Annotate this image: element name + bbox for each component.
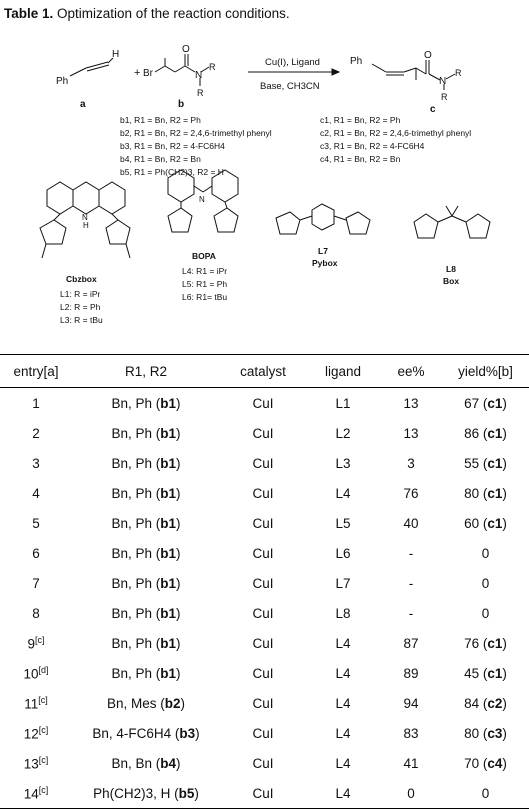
substituent-text: Bn, Ph	[111, 665, 152, 681]
yield-value: 86	[464, 425, 480, 441]
cell-entry	[0, 478, 72, 508]
product-code: c1	[487, 635, 503, 651]
amide-o: O	[182, 44, 190, 55]
table-bottom-rule	[0, 808, 529, 809]
entry-number: 5	[32, 515, 40, 531]
cell-ligand: L4	[335, 665, 351, 681]
yield-value: 67	[464, 395, 480, 411]
b-list-item: b4, R1 = Bn, R2 = Bn	[120, 154, 201, 164]
cell-ee: 3	[407, 455, 415, 471]
yield-value: 0	[481, 545, 490, 561]
product-code: c1	[487, 485, 503, 501]
cell-yield: 45 (c1)	[464, 665, 507, 681]
header-ee: ee%	[380, 356, 442, 388]
cell-entry	[0, 448, 72, 478]
table-caption	[4, 6, 290, 21]
cell-ligand: L5	[335, 515, 351, 531]
cell-entry	[0, 508, 72, 538]
table-row	[0, 478, 529, 508]
cbzbox-def: L1: R = iPr	[60, 289, 101, 299]
c-list-item: c3, R1 = Bn, R2 = 4-FC6H4	[320, 141, 425, 151]
cell-ligand: L4	[335, 755, 351, 771]
cbzbox-def: L3: R = tBu	[60, 315, 103, 325]
cell-ee: 41	[403, 755, 419, 771]
cell-ligand: L1	[335, 395, 351, 411]
table-row	[0, 448, 529, 478]
reaction-scheme	[0, 28, 529, 348]
cell-substituents: Bn, Ph (b1)	[111, 485, 181, 501]
cell-catalyst: CuI	[252, 515, 274, 531]
cell-substituents: Bn, Ph (b1)	[111, 545, 181, 561]
table-row	[0, 748, 529, 778]
conditions-bottom: Base, CH3CN	[260, 81, 320, 92]
cell-yield: 70 (c4)	[464, 755, 507, 771]
entry-number: 11	[24, 696, 39, 712]
yield-value: 55	[464, 455, 480, 471]
yield-value: 0	[481, 605, 490, 621]
cell-ee: -	[408, 545, 414, 561]
c-list	[320, 115, 471, 164]
table-row	[0, 538, 529, 568]
header-ligand: ligand	[306, 356, 380, 388]
cell-catalyst: CuI	[252, 485, 274, 501]
substrate-code: b1	[160, 425, 177, 441]
cell-entry	[0, 568, 72, 598]
substrate-code: b1	[160, 605, 177, 621]
cell-entry	[0, 778, 72, 808]
cell-yield	[442, 778, 529, 808]
substrate-code: b1	[160, 395, 177, 411]
substrate-code: b4	[160, 755, 177, 771]
substrate-code: b2	[164, 695, 181, 711]
cell-entry	[0, 688, 72, 718]
entry-footnote: [c]	[38, 694, 48, 705]
cell-catalyst: CuI	[252, 455, 274, 471]
cell-yield: 60 (c1)	[464, 515, 507, 531]
cell-entry	[0, 628, 72, 658]
cell-ligand: L4	[335, 635, 351, 651]
table-header-row	[0, 356, 529, 388]
product-code: c1	[487, 455, 503, 471]
substrate-code: b3	[179, 725, 196, 741]
entry-number: 14	[23, 786, 39, 802]
product-r1: R	[455, 68, 462, 78]
cell-yield	[442, 598, 529, 628]
product-ph: Ph	[350, 56, 363, 67]
cell-substituents: Ph(CH2)3, H (b5)	[93, 785, 199, 801]
table-row	[0, 598, 529, 628]
cell-yield	[442, 538, 529, 568]
yield-value: 0	[481, 575, 490, 591]
amide-n-r1: N	[195, 70, 203, 81]
cell-entry	[0, 748, 72, 778]
cell-entry	[0, 598, 72, 628]
c-list-item: c4, R1 = Bn, R2 = Bn	[320, 154, 401, 164]
cell-yield: 86 (c1)	[464, 425, 507, 441]
yield-value: 60	[464, 515, 480, 531]
cell-catalyst: CuI	[252, 785, 274, 801]
cell-substituents: Bn, Ph (b1)	[111, 425, 181, 441]
cell-entry	[0, 418, 72, 448]
product-code: c4	[487, 755, 503, 771]
reactant-a-label: a	[80, 99, 86, 110]
product-o: O	[424, 50, 432, 61]
table-top-rule	[0, 354, 529, 355]
entry-number: 2	[32, 425, 40, 441]
product-code: c1	[487, 425, 503, 441]
cell-catalyst: CuI	[252, 575, 274, 591]
reactant-b-br: Br	[143, 68, 153, 79]
product-c-label: c	[430, 104, 436, 115]
entry-footnote: [c]	[38, 724, 49, 735]
entry-number: 12	[23, 726, 39, 742]
entry-number: 9	[27, 636, 35, 652]
cell-entry	[0, 658, 72, 688]
cell-ee: 94	[403, 695, 419, 711]
box-id: L8	[446, 264, 456, 274]
cell-ee: 83	[403, 725, 419, 741]
product-code: c1	[487, 665, 503, 681]
cell-entry	[0, 538, 72, 568]
cell-substituents: Bn, Ph (b1)	[111, 455, 181, 471]
entry-number: 1	[32, 395, 40, 411]
table-row	[0, 628, 529, 658]
entry-footnote: [c]	[38, 754, 49, 765]
conditions-top: Cu(I), Ligand	[265, 57, 320, 68]
yield-value: 80	[464, 725, 480, 741]
c-list-item: c1, R1 = Bn, R2 = Ph	[320, 115, 401, 125]
alkyne-h: H	[112, 49, 120, 60]
table-row	[0, 658, 529, 688]
substrate-code: b1	[160, 575, 177, 591]
cbzbox-h: H	[83, 221, 89, 230]
bopa-def: L4: R1 = iPr	[182, 266, 228, 276]
cell-yield	[442, 568, 529, 598]
cell-catalyst: CuI	[252, 755, 274, 771]
cell-substituents: Bn, Ph (b1)	[111, 605, 181, 621]
substrate-code: b1	[160, 665, 177, 681]
entry-footnote: [c]	[35, 634, 45, 645]
table-row	[0, 418, 529, 448]
substituent-text: Bn, Ph	[111, 545, 152, 561]
b-list	[120, 115, 272, 177]
caption-label: Table 1.	[4, 6, 54, 21]
substituent-text: Ph(CH2)3, H	[93, 785, 171, 801]
b-list-item: b1, R1 = Bn, R2 = Ph	[120, 115, 201, 125]
cell-substituents: Bn, 4-FC6H4 (b3)	[92, 725, 200, 741]
cell-ee: -	[408, 575, 414, 591]
substrate-code: b1	[160, 515, 177, 531]
cell-catalyst: CuI	[252, 725, 274, 741]
table-row	[0, 688, 529, 718]
yield-value: 80	[464, 485, 480, 501]
cell-yield: 55 (c1)	[464, 455, 507, 471]
cell-substituents: Bn, Bn (b4)	[111, 755, 181, 771]
table-row	[0, 718, 529, 748]
cell-ee: 89	[403, 665, 419, 681]
entry-number: 8	[32, 605, 40, 621]
cell-yield: 67 (c1)	[464, 395, 507, 411]
bopa-nh: N	[199, 195, 205, 204]
substituent-text: Bn, 4-FC6H4	[92, 725, 172, 741]
cell-substituents: Bn, Ph (b1)	[111, 635, 181, 651]
table-row	[0, 778, 529, 808]
cell-ligand: L4	[335, 725, 351, 741]
plus-sign: +	[134, 67, 141, 79]
b-list-item: b5, R1 = Ph(CH2)3, R2 = H	[120, 167, 224, 177]
substrate-code: b1	[160, 545, 177, 561]
substrate-code: b1	[160, 455, 177, 471]
results-table	[0, 356, 529, 808]
pybox-id: L7	[318, 246, 328, 256]
substituent-text: Bn, Ph	[111, 575, 152, 591]
bopa-def: L5: R1 = Ph	[182, 279, 228, 289]
cell-entry	[0, 388, 72, 419]
cell-catalyst: CuI	[252, 425, 274, 441]
substituent-text: Bn, Mes	[106, 695, 157, 711]
cell-entry	[0, 718, 72, 748]
cell-yield: 76 (c1)	[464, 635, 507, 651]
cell-catalyst: CuI	[252, 395, 274, 411]
table-body	[0, 388, 529, 809]
entry-number: 3	[32, 455, 40, 471]
entry-number: 7	[32, 575, 40, 591]
cell-ee: 87	[403, 635, 419, 651]
cell-catalyst: CuI	[252, 695, 274, 711]
product-r2: R	[441, 92, 448, 102]
pybox-name: Pybox	[312, 258, 338, 268]
cell-substituents: Bn, Ph (b1)	[111, 665, 181, 681]
product-n: N	[439, 76, 447, 87]
cell-ee: 13	[403, 395, 419, 411]
substrate-code: b1	[160, 485, 177, 501]
cell-ligand: L6	[335, 545, 351, 561]
cell-catalyst: CuI	[252, 665, 274, 681]
product-code: c1	[487, 395, 503, 411]
cell-ligand: L2	[335, 425, 351, 441]
yield-value: 45	[464, 665, 480, 681]
substituent-text: Bn, Ph	[111, 455, 152, 471]
substituent-text: Bn, Ph	[111, 395, 152, 411]
table-row	[0, 388, 529, 419]
reactant-b-label: b	[178, 99, 185, 110]
table-row	[0, 508, 529, 538]
cell-ee: -	[408, 605, 414, 621]
b-list-item: b3, R1 = Bn, R2 = 4-FC6H4	[120, 141, 225, 151]
substituent-text: Bn, Ph	[111, 485, 152, 501]
yield-value: 76	[464, 635, 480, 651]
substrate-code: b1	[160, 635, 177, 651]
cell-catalyst: CuI	[252, 605, 274, 621]
cell-catalyst: CuI	[252, 635, 274, 651]
cell-catalyst: CuI	[252, 545, 274, 561]
cell-ligand: L8	[335, 605, 351, 621]
cell-ee: 76	[403, 485, 419, 501]
header-catalyst: catalyst	[220, 356, 306, 388]
substituent-text: Bn, Ph	[111, 425, 152, 441]
yield-value: 84	[464, 695, 480, 711]
header-yield: yield%[b]	[442, 356, 529, 388]
c-list-item: c2, R1 = Bn, R2 = 2,4,6-trimethyl phenyl	[320, 128, 472, 138]
header-entry: entry[a]	[0, 356, 72, 388]
cell-ligand: L4	[335, 485, 351, 501]
header-r: R1, R2	[72, 356, 220, 388]
substituent-text: Bn, Bn	[111, 755, 152, 771]
bopa-def: L6: R1= tBu	[182, 292, 228, 302]
entry-number: 13	[23, 756, 39, 772]
product-code: c2	[487, 695, 503, 711]
entry-number: 10	[23, 666, 39, 682]
cell-substituents: Bn, Ph (b1)	[111, 575, 181, 591]
cell-ligand: L3	[335, 455, 351, 471]
bopa-name: BOPA	[192, 251, 216, 261]
amide-r1: R	[209, 62, 216, 72]
substituent-text: Bn, Ph	[111, 635, 152, 651]
cbzbox-def: L2: R = Ph	[60, 302, 101, 312]
substituent-text: Bn, Ph	[111, 605, 152, 621]
caption-text: Optimization of the reaction conditions.	[53, 6, 290, 21]
cbzbox-n: N	[82, 213, 88, 222]
entry-number: 4	[32, 485, 40, 501]
cell-ligand: L7	[335, 575, 351, 591]
cell-ee: 0	[407, 785, 415, 801]
entry-footnote: [c]	[38, 784, 49, 795]
cell-yield: 80 (c3)	[464, 725, 507, 741]
cell-ee: 13	[403, 425, 419, 441]
substrate-code: b5	[178, 785, 195, 801]
yield-value: 0	[481, 785, 490, 801]
substituent-text: Bn, Ph	[111, 515, 152, 531]
entry-number: 6	[32, 545, 40, 561]
product-code: c3	[487, 725, 503, 741]
b-list-item: b2, R1 = Bn, R2 = 2,4,6-trimethyl phenyl	[120, 128, 272, 138]
entry-footnote: [d]	[38, 664, 49, 675]
table-row	[0, 568, 529, 598]
cell-ligand: L4	[335, 785, 351, 801]
cell-yield: 84 (c2)	[464, 695, 507, 711]
cell-ee: 40	[403, 515, 419, 531]
cell-substituents: Bn, Ph (b1)	[111, 395, 181, 411]
cell-ligand: L4	[335, 695, 351, 711]
yield-value: 70	[464, 755, 480, 771]
product-code: c1	[487, 515, 503, 531]
amide-r2: R	[197, 88, 204, 98]
cell-substituents: Bn, Mes (b2)	[106, 695, 186, 711]
reactant-a-ph: Ph	[56, 76, 69, 87]
cell-substituents: Bn, Ph (b1)	[111, 515, 181, 531]
box-name: Box	[443, 276, 460, 286]
cbzbox-name: Cbzbox	[66, 274, 97, 284]
cell-yield: 80 (c1)	[464, 485, 507, 501]
